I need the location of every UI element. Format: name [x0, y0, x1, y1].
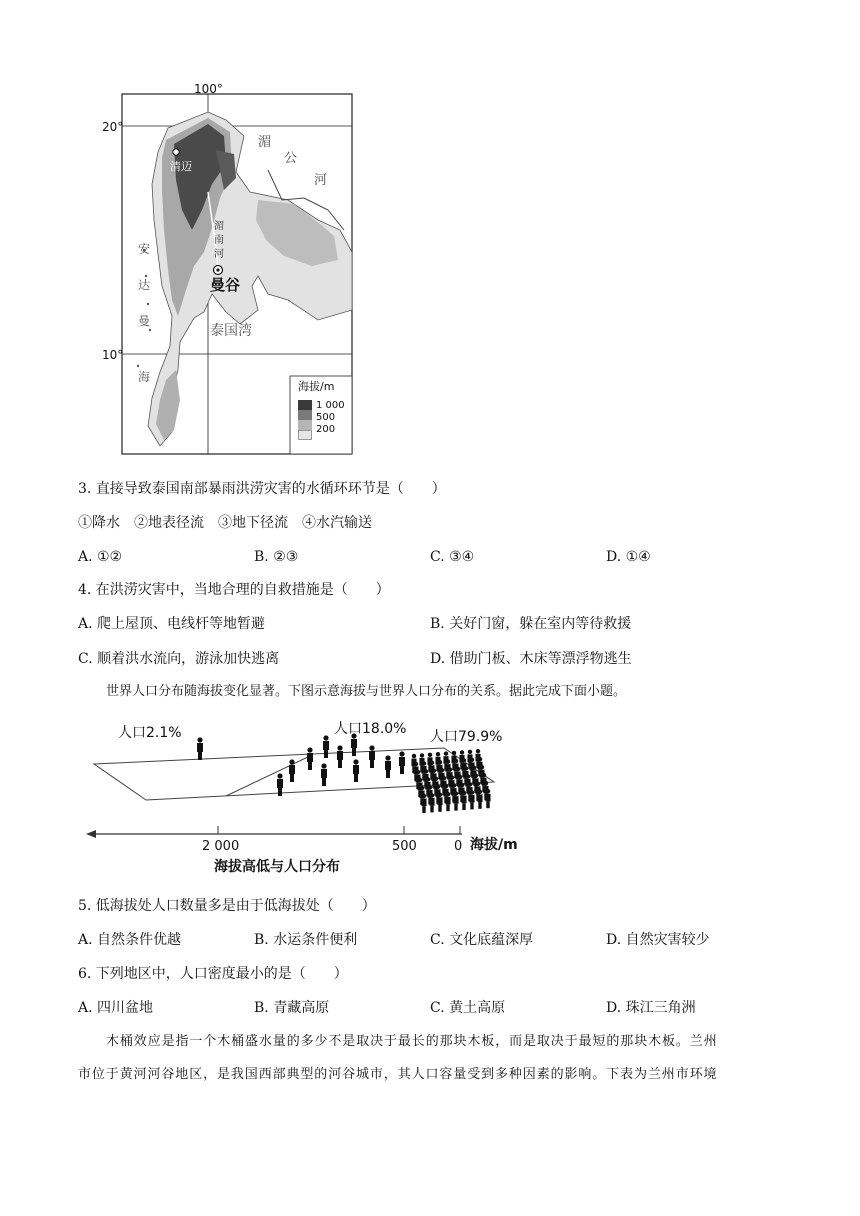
legend-swatch-low: [298, 430, 312, 440]
city-bangkok-label: 曼谷: [210, 276, 241, 294]
q5-stem: 5. 低海拔处人口数量多是由于低海拔处（ ）: [78, 898, 376, 914]
person-figure-mid-5: [353, 759, 359, 782]
q4-option-a[interactable]: A. 爬上屋顶、电线杆等地暂避: [78, 616, 266, 632]
person-figure-mid-3: [321, 763, 327, 786]
q3-stem: 3. 直接导致泰国南部暴雨洪涝灾害的水循环环节是（ ）: [78, 481, 446, 497]
chao-char-1: 湄: [214, 221, 224, 232]
population-intro: 世界人口分布随海拔变化显著。下图示意海拔与世界人口分布的关系。据此完成下面小题。: [106, 684, 627, 699]
andaman-char-4: 海: [138, 370, 151, 384]
q5-option-a[interactable]: A. 自然条件优越: [78, 932, 182, 948]
q4-option-c[interactable]: C. 顺着洪水流向，游泳加快逃离: [78, 651, 280, 667]
legend-swatch-500: [298, 410, 312, 420]
tick-2000-label: 2 000: [202, 839, 240, 854]
tick-0-label: 0: [454, 839, 463, 854]
pop-label-low: 人口79.9%: [430, 729, 503, 745]
person-figure-mid-4: [337, 745, 343, 768]
population-figure: [84, 714, 534, 878]
legend-swatch-200: [298, 420, 312, 430]
person-figure-low-61: [453, 791, 458, 810]
person-figure-high-0: [197, 737, 203, 760]
q3-option-c[interactable]: C. ③④: [430, 549, 475, 565]
legend-swatch-1000: [298, 400, 312, 410]
andaman-char-1: 安: [138, 242, 151, 256]
person-figure-mid-6: [369, 745, 375, 768]
pop-label-high: 人口2.1%: [118, 725, 182, 741]
chao-char-3: 河: [214, 249, 224, 260]
q3-option-d[interactable]: D. ①④: [606, 549, 651, 565]
q5-option-c[interactable]: C. 文化底蕴深厚: [430, 932, 534, 948]
q6-option-b[interactable]: B. 青藏高原: [254, 1000, 330, 1016]
person-figure-low-64: [477, 790, 482, 809]
lon-100-label: 100°: [194, 82, 223, 96]
q5-option-b[interactable]: B. 水运条件便利: [254, 932, 358, 948]
andaman-char-2: 达: [138, 278, 151, 292]
q5-option-d[interactable]: D. 自然灾害较少: [606, 932, 710, 948]
q6-option-d[interactable]: D. 珠江三角洲: [606, 1000, 696, 1016]
chao-char-2: 南: [214, 235, 224, 246]
q4-stem: 4. 在洪涝灾害中，当地合理的自救措施是（ ）: [78, 582, 390, 598]
gulf-label: 泰国湾: [210, 323, 252, 339]
mekong-char-3: 河: [314, 173, 328, 188]
q4-option-d[interactable]: D. 借助门板、木床等漂浮物逃生: [430, 651, 632, 667]
q4-option-b[interactable]: B. 关好门窗，躲在室内等待救援: [430, 616, 632, 632]
q6-stem: 6. 下列地区中，人口密度最小的是（ ）: [78, 966, 348, 982]
legend-title: 海拔/m: [298, 380, 335, 393]
mekong-char-1: 湄: [258, 135, 272, 150]
lat-20-label: 20°: [102, 120, 124, 134]
legend-level-1000: 1 000: [316, 400, 345, 411]
person-figure-mid-9: [323, 735, 329, 758]
pop-label-mid: 人口18.0%: [334, 721, 407, 737]
passage-line-2: 市位于黄河河谷地区，是我国西部典型的河谷城市，其人口容量受到多种因素的影响。下表为兰州市环境: [78, 1067, 718, 1082]
andaman-char-3: 曼: [138, 314, 151, 328]
person-figure-low-62: [461, 791, 466, 810]
city-chiangmai-label: 清迈: [170, 160, 192, 173]
person-figure-low-60: [445, 792, 450, 811]
figure-caption: 海拔高低与人口分布: [214, 859, 340, 875]
lat-10-label: 10°: [102, 348, 124, 362]
person-figure-low-65: [485, 789, 490, 808]
person-figure-low-59: [437, 793, 442, 812]
person-figure-low-58: [429, 793, 434, 812]
mekong-char-2: 公: [284, 151, 298, 166]
tick-500-label: 500: [392, 839, 417, 854]
thailand-map: [102, 80, 358, 460]
legend-level-200: 200: [316, 424, 336, 435]
q6-option-a[interactable]: A. 四川盆地: [78, 1000, 154, 1016]
person-figure-mid-2: [307, 747, 313, 770]
q6-option-c[interactable]: C. 黄土高原: [430, 1000, 506, 1016]
passage-line-1: 木桶效应是指一个木桶盛水量的多少不是取决于最长的那块木板，而是取决于最短的那块木板。兰州: [106, 1034, 718, 1049]
person-figure-mid-7: [385, 755, 391, 778]
person-figure-mid-8: [399, 751, 405, 774]
person-figure-low-63: [469, 790, 474, 809]
q3-items: ①降水 ②地表径流 ③地下径流 ④水汽输送: [78, 515, 372, 531]
q3-option-b[interactable]: B. ②③: [254, 549, 299, 565]
legend-level-500: 500: [316, 412, 336, 423]
q3-option-a[interactable]: A. ①②: [78, 549, 123, 565]
person-figure-low-57: [421, 794, 426, 813]
axis-unit-label: 海拔/m: [470, 837, 518, 853]
person-figure-mid-1: [289, 759, 295, 782]
